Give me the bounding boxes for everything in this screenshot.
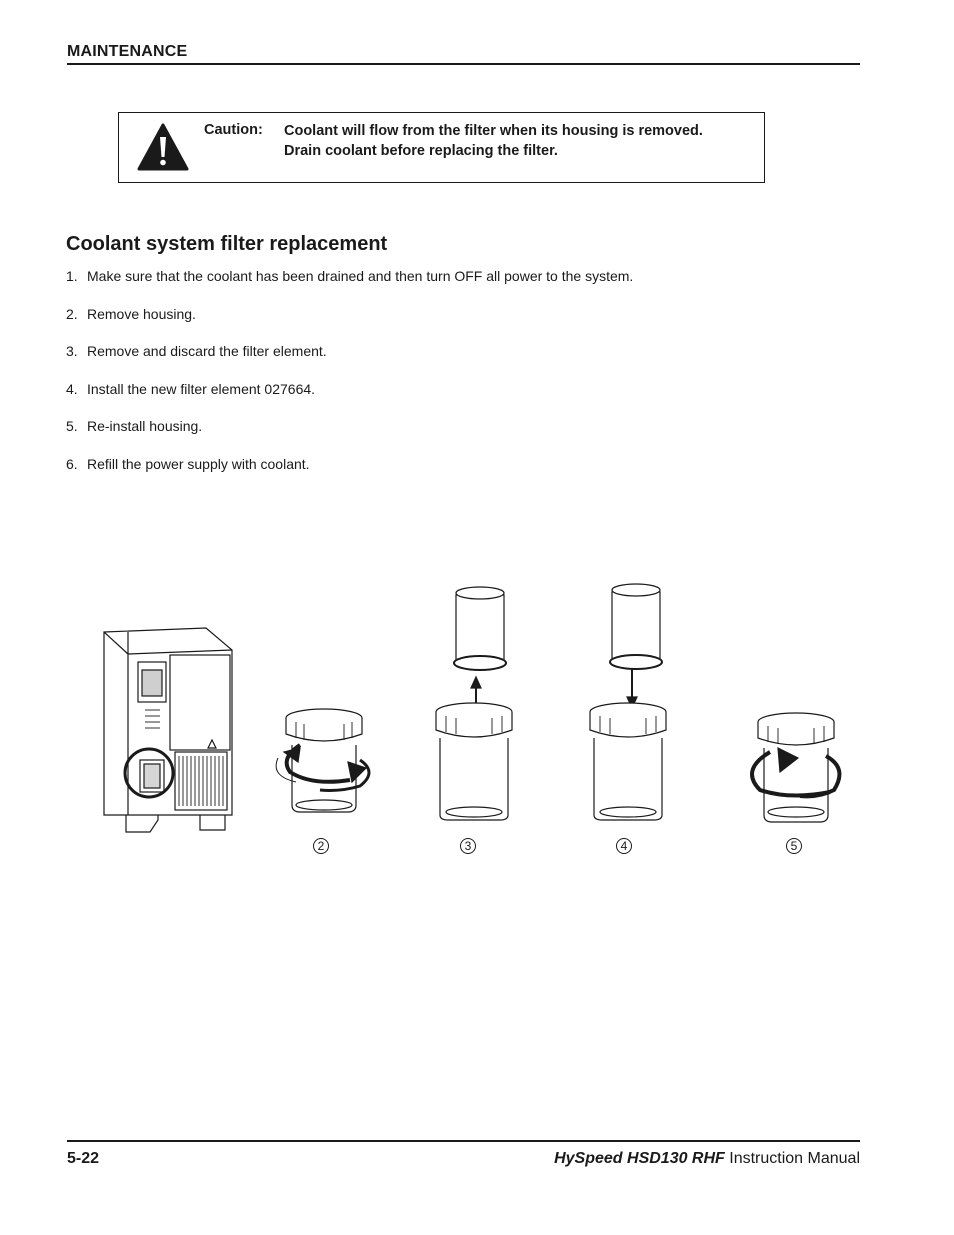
callout-2: 2 [313, 838, 329, 854]
document-type: Instruction Manual [724, 1150, 860, 1167]
step-text: Remove and discard the filter element. [87, 343, 327, 360]
step-text: Install the new filter element 027664. [87, 380, 316, 397]
callout-5: 5 [786, 838, 802, 854]
step-text: Refill the power supply with coolant. [87, 455, 310, 472]
callout-4: 4 [616, 838, 632, 854]
element-install-drawing [590, 584, 666, 820]
callout-3: 3 [460, 838, 476, 854]
footer-title [554, 1150, 860, 1168]
caution-label: Caution: [204, 122, 263, 138]
step-number: 2. [66, 305, 78, 322]
housing-removal-drawing [276, 709, 369, 812]
section-heading: Coolant system filter replacement [66, 233, 388, 255]
housing-reinstall-drawing [752, 713, 839, 822]
caution-line-2: Drain coolant before replacing the filter. [284, 142, 558, 159]
footer-rule [67, 1140, 860, 1142]
step-number: 5. [66, 418, 78, 435]
element-removal-drawing [436, 587, 512, 820]
caution-line-1: Coolant will flow from the filter when its housing is removed. [284, 123, 703, 139]
step-number: 6. [66, 455, 78, 472]
step-number: 4. [66, 380, 78, 397]
product-name: HySpeed HSD130 RHF [554, 1150, 725, 1167]
step-text: Remove housing. [87, 305, 196, 322]
section-header: MAINTENANCE [67, 43, 188, 60]
step-text: Re-install housing. [87, 418, 203, 435]
step-text: Make sure that the coolant has been drained and then turn OFF all power to the system. [87, 268, 634, 284]
step-number: 3. [66, 343, 78, 360]
power-supply-drawing [104, 628, 232, 832]
page-number: 5-22 [67, 1150, 100, 1167]
step-number: 1. [66, 268, 78, 284]
